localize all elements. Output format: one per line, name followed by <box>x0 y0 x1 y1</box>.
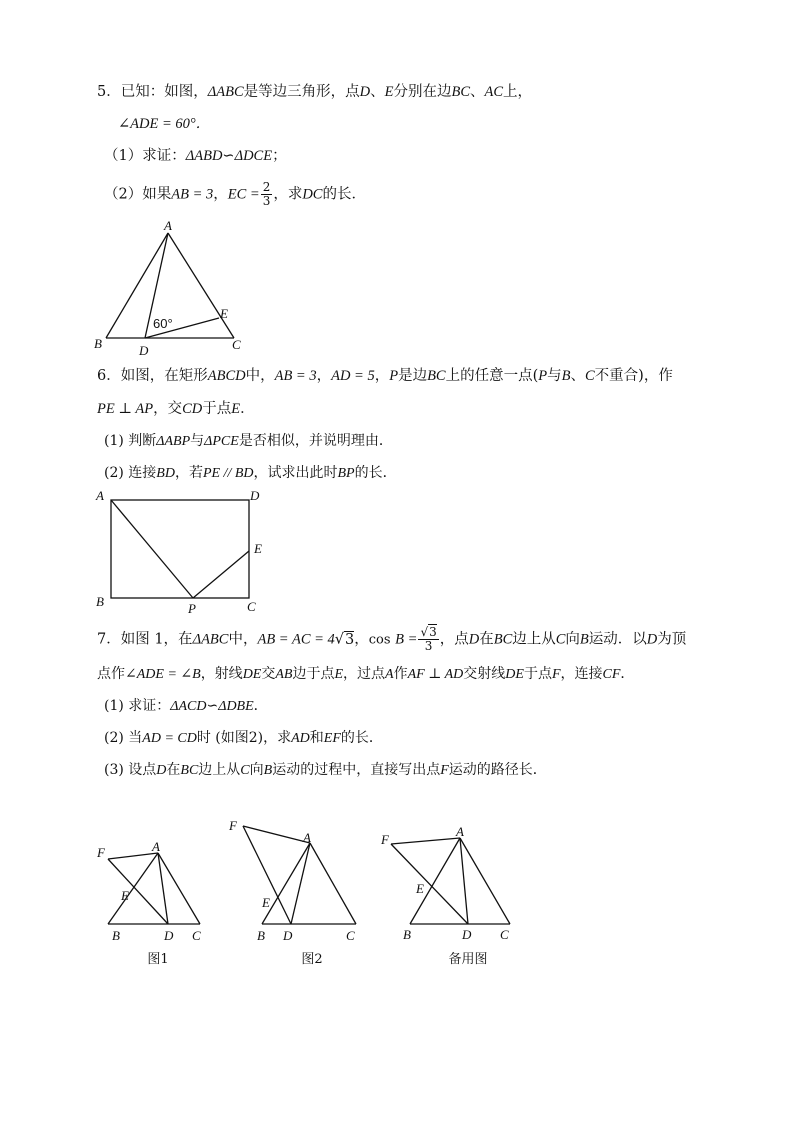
q6-math: ABCD <box>207 368 246 384</box>
q5-text: 分别在边 <box>393 84 452 100</box>
q7f1-label-a: A <box>152 839 160 854</box>
q7-math: ΔABC <box>192 631 229 648</box>
q6-math: E <box>231 401 241 417</box>
q6-text: 与 <box>190 433 205 449</box>
q6-text: 于点 <box>202 401 232 417</box>
q7-math: AB = AC = 4 <box>257 631 335 648</box>
q7-text: (1) 求证： <box>104 698 171 714</box>
q5-text: ； <box>272 148 287 164</box>
q5-math: AB = 3 <box>171 186 214 203</box>
q5-text: ，求 <box>273 186 303 203</box>
q6-math: ΔABP <box>156 434 191 449</box>
q7-text: (3) 设点 <box>104 762 157 778</box>
q7-text: ，点 <box>439 631 469 648</box>
q6-math: ΔPCE <box>204 434 239 449</box>
q5-line-2: ∠ADE = 60°． <box>118 116 211 132</box>
q7f3-label-f: F <box>381 832 389 847</box>
q6-math: P <box>389 368 399 384</box>
q7-cos: cos <box>368 632 391 648</box>
q5-label-e: E <box>220 306 228 321</box>
q7f1-label-d: D <box>164 928 174 943</box>
q7-math: ΔACD∽ΔDBE <box>170 699 254 714</box>
q7-text: (2) 当 <box>104 730 143 746</box>
q5-label-a: A <box>164 218 172 233</box>
q6-label-b: B <box>96 594 104 609</box>
q7-math: D <box>646 631 658 648</box>
q6-label-d: D <box>250 488 260 503</box>
q5-text: （2）如果 <box>104 186 172 203</box>
fraction-denominator: 3 <box>262 194 271 208</box>
q7-math: F <box>440 763 449 778</box>
q7-math: C <box>555 631 566 648</box>
q5-text: 、 <box>470 84 485 100</box>
q6-math: C <box>585 368 595 384</box>
q5-math: D <box>359 84 371 100</box>
q7-text: 边上从 <box>198 762 241 778</box>
q5-label-b: B <box>94 336 102 351</box>
q7f2-label-f: F <box>229 818 237 833</box>
q6-math: CD <box>182 401 203 417</box>
q7-text: 为顶 <box>657 631 687 648</box>
q7-text: ，射线 <box>200 666 243 682</box>
q7f2-label-e: E <box>262 895 270 910</box>
q7-figure-backup-caption: 备用图 <box>448 952 488 967</box>
q6-text: 中， <box>245 368 275 384</box>
sqrt-sign: √ <box>420 625 429 639</box>
q7-text: 时 (如图2)，求 <box>196 730 292 746</box>
q7-text: ． <box>620 666 635 682</box>
q6-math: B <box>561 368 571 384</box>
q7-math: E <box>334 667 344 682</box>
q5-label-d: D <box>139 343 149 358</box>
q6-text: 不重合)，作 <box>594 368 673 384</box>
q6-text: 的长． <box>354 465 397 481</box>
q7f3-label-a: A <box>456 824 464 839</box>
q6-text: 上的任意一点( <box>445 368 539 384</box>
q7-text: 于点 <box>523 666 552 682</box>
q6-label-a: A <box>96 488 104 503</box>
q7-text: 7．如图 1，在 <box>97 631 193 648</box>
q5-math: DC <box>302 186 323 203</box>
q7-math: B = <box>395 631 418 648</box>
q7-math: C <box>240 763 250 778</box>
q7-figure-2-caption: 图2 <box>301 952 323 967</box>
q6-text: 是否相似，并说明理由． <box>238 433 393 449</box>
q6-text: 是边 <box>398 368 428 384</box>
q7f2-label-d: D <box>283 928 293 943</box>
q7-math: ∠ADE = ∠B <box>125 667 201 682</box>
q7-text: 的长． <box>340 730 383 746</box>
q7f2-label-a: A <box>303 830 311 845</box>
fraction-denominator: 3 <box>424 639 433 653</box>
q5-label-c: C <box>232 337 241 352</box>
q6-text: 、 <box>570 368 585 384</box>
q6-text: 与 <box>547 368 562 384</box>
q5-math: ΔABC <box>207 84 244 100</box>
q6-text: 6．如图，在矩形 <box>97 368 208 384</box>
q7-text: 运动．以 <box>588 631 647 648</box>
q5-text: 上， <box>503 84 533 100</box>
q5-text: 5．已知：如图， <box>97 84 208 100</box>
q6-math: AB = 3 <box>274 368 317 384</box>
q5-text: ， <box>213 186 228 203</box>
q6-label-p: P <box>188 601 196 616</box>
q7-math: BC <box>493 631 513 648</box>
q7-text: 中， <box>228 631 258 648</box>
q6-text: ，试求出此时 <box>253 465 338 481</box>
sqrt-sign: √ <box>334 631 345 648</box>
q7-text: 和 <box>309 730 324 746</box>
q7-math: B <box>579 631 589 648</box>
q7-text: ． <box>253 698 268 714</box>
q7-text: 向 <box>249 762 264 778</box>
q6-math: P <box>538 368 548 384</box>
fraction-numerator: 2 <box>262 180 271 194</box>
q7-math: DE <box>505 667 524 682</box>
q7-text: 运动的过程中，直接写出点 <box>272 762 441 778</box>
q7f3-label-b: B <box>403 927 411 942</box>
q7-text: 边上从 <box>512 631 556 648</box>
q6-math: BP <box>337 466 355 481</box>
q7-math: AF ⊥ AD <box>407 667 464 682</box>
q5-math: E <box>384 84 394 100</box>
q6-label-e: E <box>254 541 262 556</box>
q6-text: ， <box>374 368 390 384</box>
q7-text: 在 <box>479 631 494 648</box>
q5-text: 是等边三角形，点 <box>243 84 360 100</box>
q5-text: 、 <box>370 84 385 100</box>
q6-math: BD <box>156 466 175 481</box>
q7-sqrt-value: 3 <box>345 631 355 648</box>
q6-text: ． <box>240 401 255 417</box>
q7-math: DE <box>242 667 262 682</box>
q7-math: D <box>156 763 167 778</box>
q7-math: EF <box>323 731 341 746</box>
q7-text: 在 <box>166 762 181 778</box>
q6-math: BC <box>427 368 446 384</box>
q6-text: (1) 判断 <box>104 433 157 449</box>
q7-math: F <box>551 667 561 682</box>
q7-text: 交 <box>261 666 276 682</box>
q7-text: ，过点 <box>343 666 386 682</box>
q7f2-label-c: C <box>346 928 355 943</box>
q5-math: ΔABD∽ΔDCE <box>185 148 273 164</box>
q5-math: EC = <box>227 186 260 203</box>
q7f1-label-f: F <box>97 845 105 860</box>
q7-math: AD <box>291 731 310 746</box>
q7-text: 向 <box>565 631 580 648</box>
q7-math: AB <box>275 667 293 682</box>
q7f3-label-c: C <box>500 927 509 942</box>
q7-sqrt-value: 3 <box>429 625 437 639</box>
q6-text: (2) 连接 <box>104 465 157 481</box>
q5-angle-label: 60° <box>153 316 173 331</box>
q7-math: AD = CD <box>142 731 197 746</box>
q6-text: ，若 <box>174 465 203 481</box>
q7-math: B <box>263 763 273 778</box>
q7f1-label-b: B <box>112 928 120 943</box>
q6-math: AD = 5 <box>331 368 375 384</box>
q6-math: PE // BD <box>202 466 254 481</box>
q7f3-label-e: E <box>416 881 424 896</box>
q7-text: ， <box>354 631 369 648</box>
q7f3-label-d: D <box>462 927 472 942</box>
q6-math: PE ⊥ AP <box>97 401 154 417</box>
q7-math: CF <box>602 667 621 682</box>
q7f3-segment-fd <box>391 844 468 924</box>
q7-text: 作 <box>393 666 408 682</box>
q7f3-segment-ac <box>460 838 510 924</box>
q5-text: （1）求证： <box>104 148 186 164</box>
q6-text: ，交 <box>153 401 183 417</box>
q7-math: D <box>468 631 480 648</box>
q5-math: BC <box>451 84 471 100</box>
q7f3-segment-fa <box>391 838 460 844</box>
q5-text: 的长． <box>322 186 366 203</box>
q7-text: 运动的路径长． <box>448 762 547 778</box>
q7f2-label-b: B <box>257 928 265 943</box>
q7-text: ，连接 <box>560 666 603 682</box>
q5-math: AC <box>484 84 504 100</box>
q7-text: 点作 <box>97 666 125 682</box>
q6-text: ， <box>316 368 332 384</box>
q7-figure-1-caption: 图1 <box>147 952 169 967</box>
q7f1-label-c: C <box>192 928 201 943</box>
q7f1-label-e: E <box>121 888 129 903</box>
q7-math: BC <box>180 763 199 778</box>
q6-label-c: C <box>247 599 256 614</box>
q7-text: 交射线 <box>463 666 506 682</box>
q7-text: 边于点 <box>292 666 335 682</box>
q7-math: A <box>385 667 394 682</box>
